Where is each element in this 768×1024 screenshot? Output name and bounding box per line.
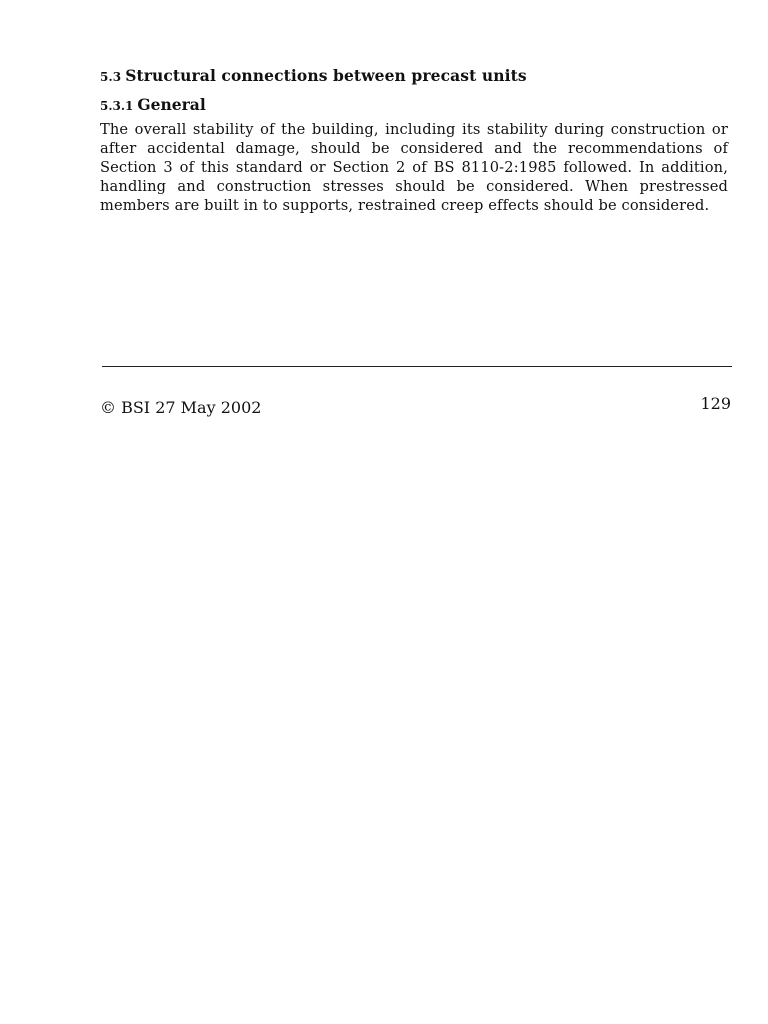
body-paragraph: The overall stability of the building, including its stability during construction or after accidental damage, should be considered and the recommendations of Section 3 of this standard or Section 2 of BS 8110-2:1985 followed. In addition, handling and construction stresses should be considered. When prestressed members are built in to supports, restrained creep effects should be considered. (100, 121, 728, 214)
section-number: 5.3 (100, 70, 122, 84)
footer-divider (102, 366, 732, 367)
copyright-notice: © BSI 27 May 2002 (100, 398, 262, 417)
subsection-title: General (137, 95, 206, 114)
section-heading (100, 66, 730, 85)
page-number: 129 (700, 394, 731, 413)
subsection-heading (100, 95, 730, 114)
subsection-number: 5.3.1 (100, 99, 134, 113)
section-title: Structural connections between precast units (125, 66, 527, 85)
